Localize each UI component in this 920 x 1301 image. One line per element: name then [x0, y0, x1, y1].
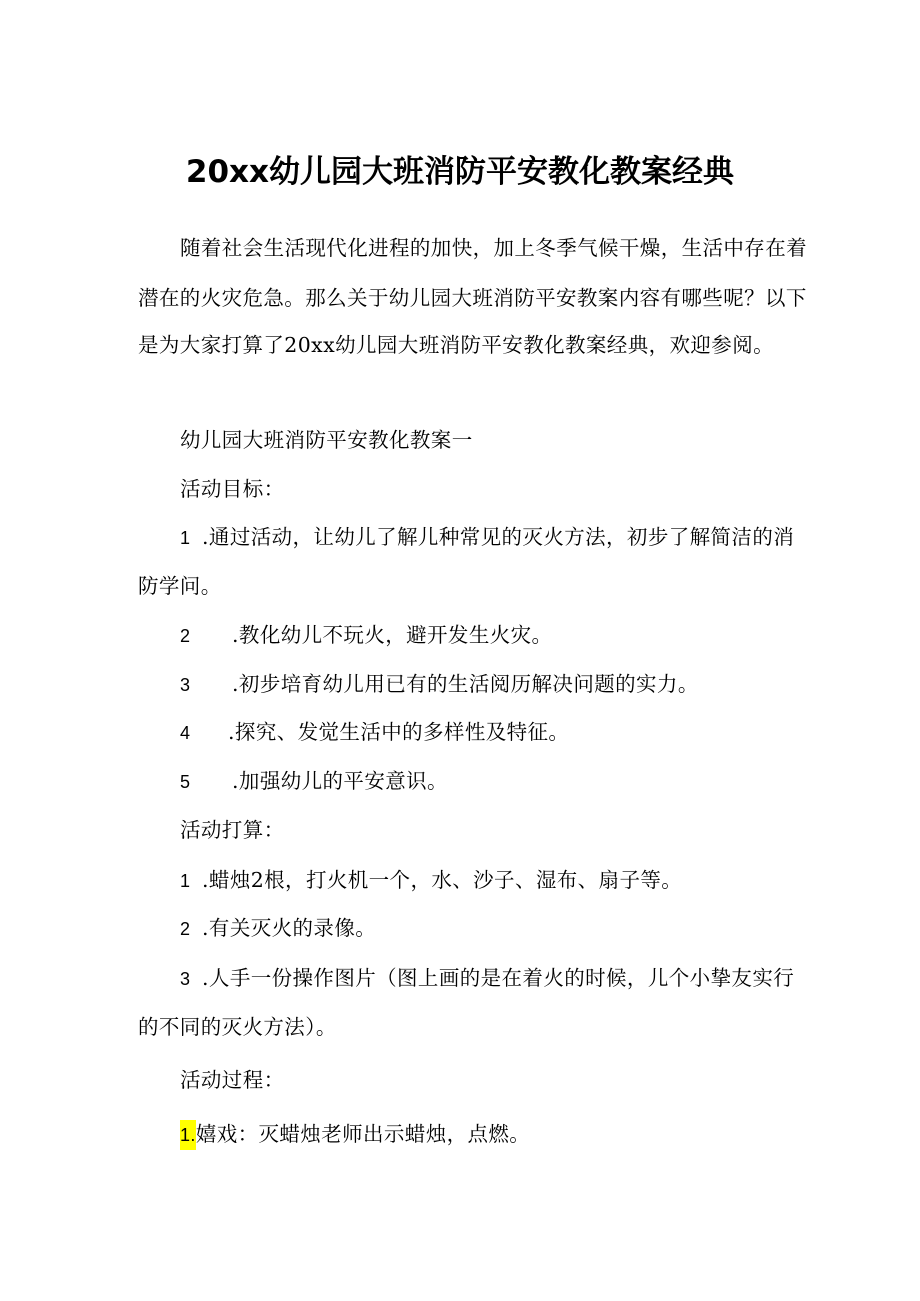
goal-item-5: [180, 766, 448, 797]
prep-number: 1: [180, 871, 191, 891]
prep-item-3-continued: 的不同的灭火方法）。: [138, 1015, 337, 1039]
prep-heading: 活动打算：: [180, 818, 285, 842]
goal-number: 3: [180, 675, 191, 695]
goal-item-4: [180, 717, 569, 748]
goal-item-1: [180, 522, 794, 553]
goal-text: .初步培育幼儿用已有的生活阅历解决问题的实力。: [232, 672, 699, 696]
intro-line-1: 随着社会生活现代化进程的加快，加上冬季气候干燥，生活中存在着: [180, 236, 807, 260]
goal-item-1-continued: 防学问。: [138, 574, 222, 598]
goal-item-3: [180, 669, 699, 700]
highlighted-number: 1.: [180, 1120, 196, 1150]
goal-number: 2: [180, 626, 191, 646]
intro-line-3: 是为大家打算了20xx幼儿园大班消防平安教化教案经典，欢迎参阅。: [138, 333, 775, 357]
prep-item-1: [180, 865, 682, 896]
goal-text: .通过活动，让幼儿了解儿种常见的灭火方法，初步了解简洁的消: [202, 525, 795, 549]
process-item-1: [180, 1119, 530, 1150]
prep-item-2: [180, 913, 376, 944]
prep-text: .人手一份操作图片（图上画的是在着火的时候，儿个小挚友实行: [202, 966, 795, 990]
prep-item-3: [180, 963, 794, 994]
goal-item-2: [180, 620, 552, 651]
goal-number: 5: [180, 772, 191, 792]
goal-text: .探究、发觉生活中的多样性及特征。: [228, 720, 570, 744]
prep-text: .有关灭火的录像。: [202, 916, 377, 940]
prep-text: .蜡烛2根，打火机一个，水、沙子、湿布、扇子等。: [202, 868, 683, 892]
prep-number: 2: [180, 919, 191, 939]
document-title: 20xx幼儿园大班消防平安教化教案经典: [185, 154, 735, 190]
goals-heading: 活动目标：: [180, 477, 285, 501]
goal-number: 1: [180, 528, 191, 548]
lesson-heading: 幼儿园大班消防平安教化教案一: [180, 428, 473, 452]
process-text: 嬉戏：灭蜡烛老师出示蜡烛，点燃。: [195, 1122, 531, 1146]
goal-text: .教化幼儿不玩火，避开发生火灾。: [232, 623, 553, 647]
prep-number: 3: [180, 969, 191, 989]
goal-number: 4: [180, 723, 191, 743]
process-heading: 活动过程：: [180, 1068, 285, 1092]
intro-line-2: 潜在的火灾危急。那么关于幼儿园大班消防平安教案内容有哪些呢？以下: [138, 286, 807, 310]
goal-text: .加强幼儿的平安意识。: [232, 769, 448, 793]
